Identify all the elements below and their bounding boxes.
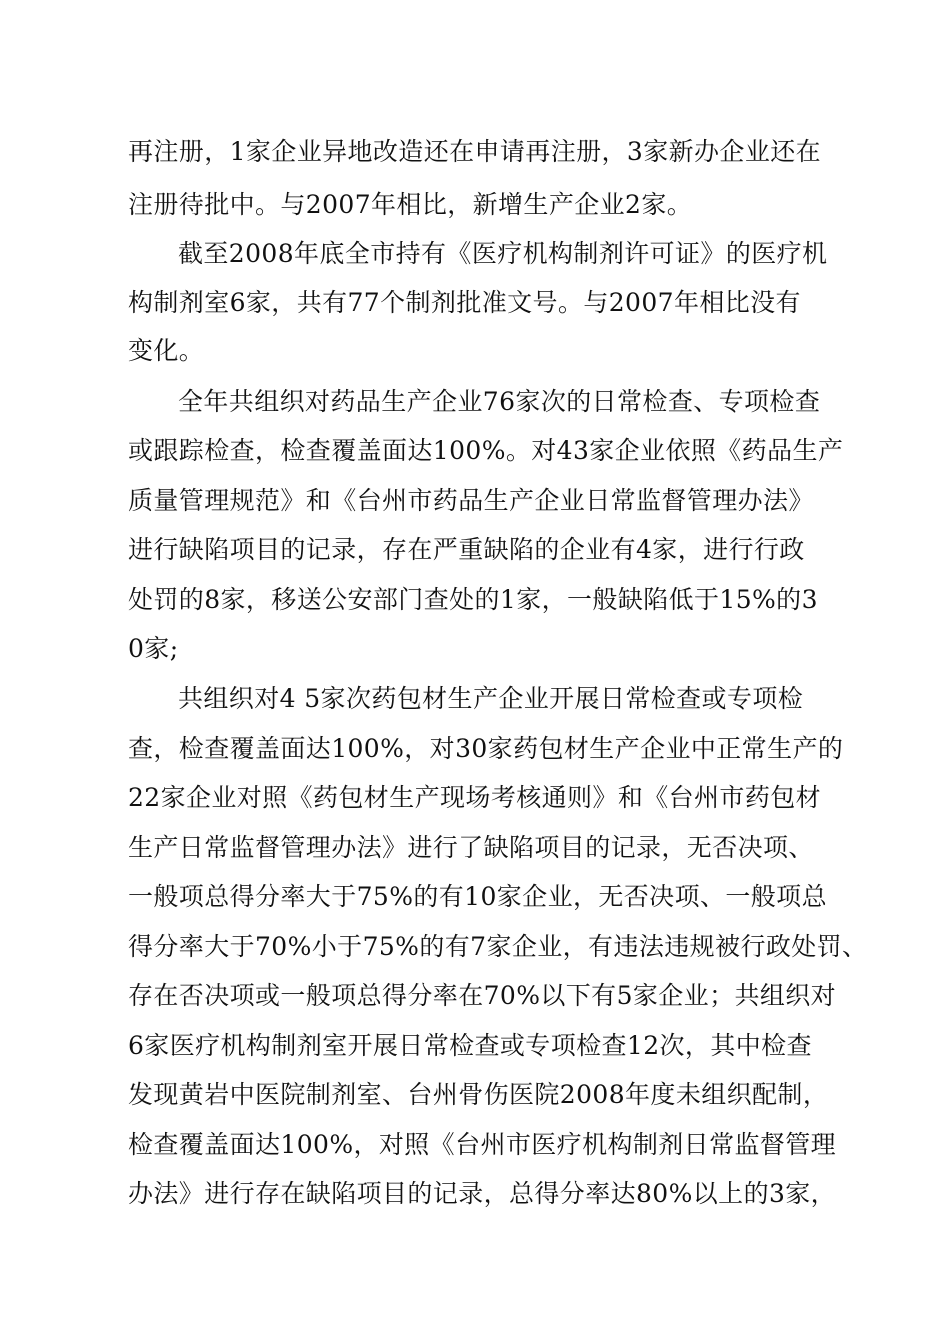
paragraph-4-line-7: 存在否决项或一般项总得分率在70%以下有5家企业；共组织对	[128, 981, 837, 1010]
paragraph-4-line-9: 发现黄岩中医院制剂室、台州骨伤医院2008年度未组织配制，	[128, 1080, 829, 1109]
paragraph-4-line-4: 生产日常监督管理办法》进行了缺陷项目的记录，无否决项、	[128, 833, 814, 862]
paragraph-4-line-1: 共组织对4 5家次药包材生产企业开展日常检查或专项检	[178, 684, 804, 713]
paragraph-2-line-3: 变化。	[128, 336, 205, 365]
paragraph-4-line-2: 查，检查覆盖面达100%，对30家药包材生产企业中正常生产的	[128, 734, 844, 763]
paragraph-3-line-3: 质量管理规范》和《台州市药品生产企业日常监督管理办法》	[128, 486, 814, 515]
paragraph-4-line-10: 检查覆盖面达100%，对照《台州市医疗机构制剂日常监督管理	[128, 1130, 837, 1159]
paragraph-4-line-3: 22家企业对照《药包材生产现场考核通则》和《台州市药包材	[128, 783, 822, 812]
paragraph-4-line-5: 一般项总得分率大于75%的有10家企业，无否决项、一般项总	[128, 882, 827, 911]
paragraph-2-line-1: 截至2008年底全市持有《医疗机构制剂许可证》的医疗机	[178, 239, 828, 268]
text-line-2: 注册待批中。与2007年相比，新增生产企业2家。	[128, 190, 693, 219]
paragraph-4-line-11: 办法》进行存在缺陷项目的记录，总得分率达80%以上的3家，	[128, 1179, 837, 1208]
paragraph-3-line-2: 或跟踪检查，检查覆盖面达100%。对43家企业依照《药品生产	[128, 436, 844, 465]
paragraph-3-line-1: 全年共组织对药品生产企业76家次的日常检查、专项检查	[178, 387, 821, 416]
paragraph-3-line-6: 0家;	[128, 634, 179, 663]
paragraph-4-line-6: 得分率大于70%小于75%的有7家企业，有违法违规被行政处罚、	[128, 932, 868, 961]
paragraph-2-line-2: 构制剂室6家，共有77个制剂批准文号。与2007年相比没有	[128, 288, 801, 317]
text-line-1: 再注册，1家企业异地改造还在申请再注册，3家新办企业还在	[128, 137, 822, 166]
paragraph-3-line-4: 进行缺陷项目的记录，存在严重缺陷的企业有4家，进行行政	[128, 535, 805, 564]
paragraph-4-line-8: 6家医疗机构制剂室开展日常检查或专项检查12次，其中检查	[128, 1031, 812, 1060]
paragraph-3-line-5: 处罚的8家，移送公安部门查处的1家，一般缺陷低于15%的3	[128, 585, 818, 614]
